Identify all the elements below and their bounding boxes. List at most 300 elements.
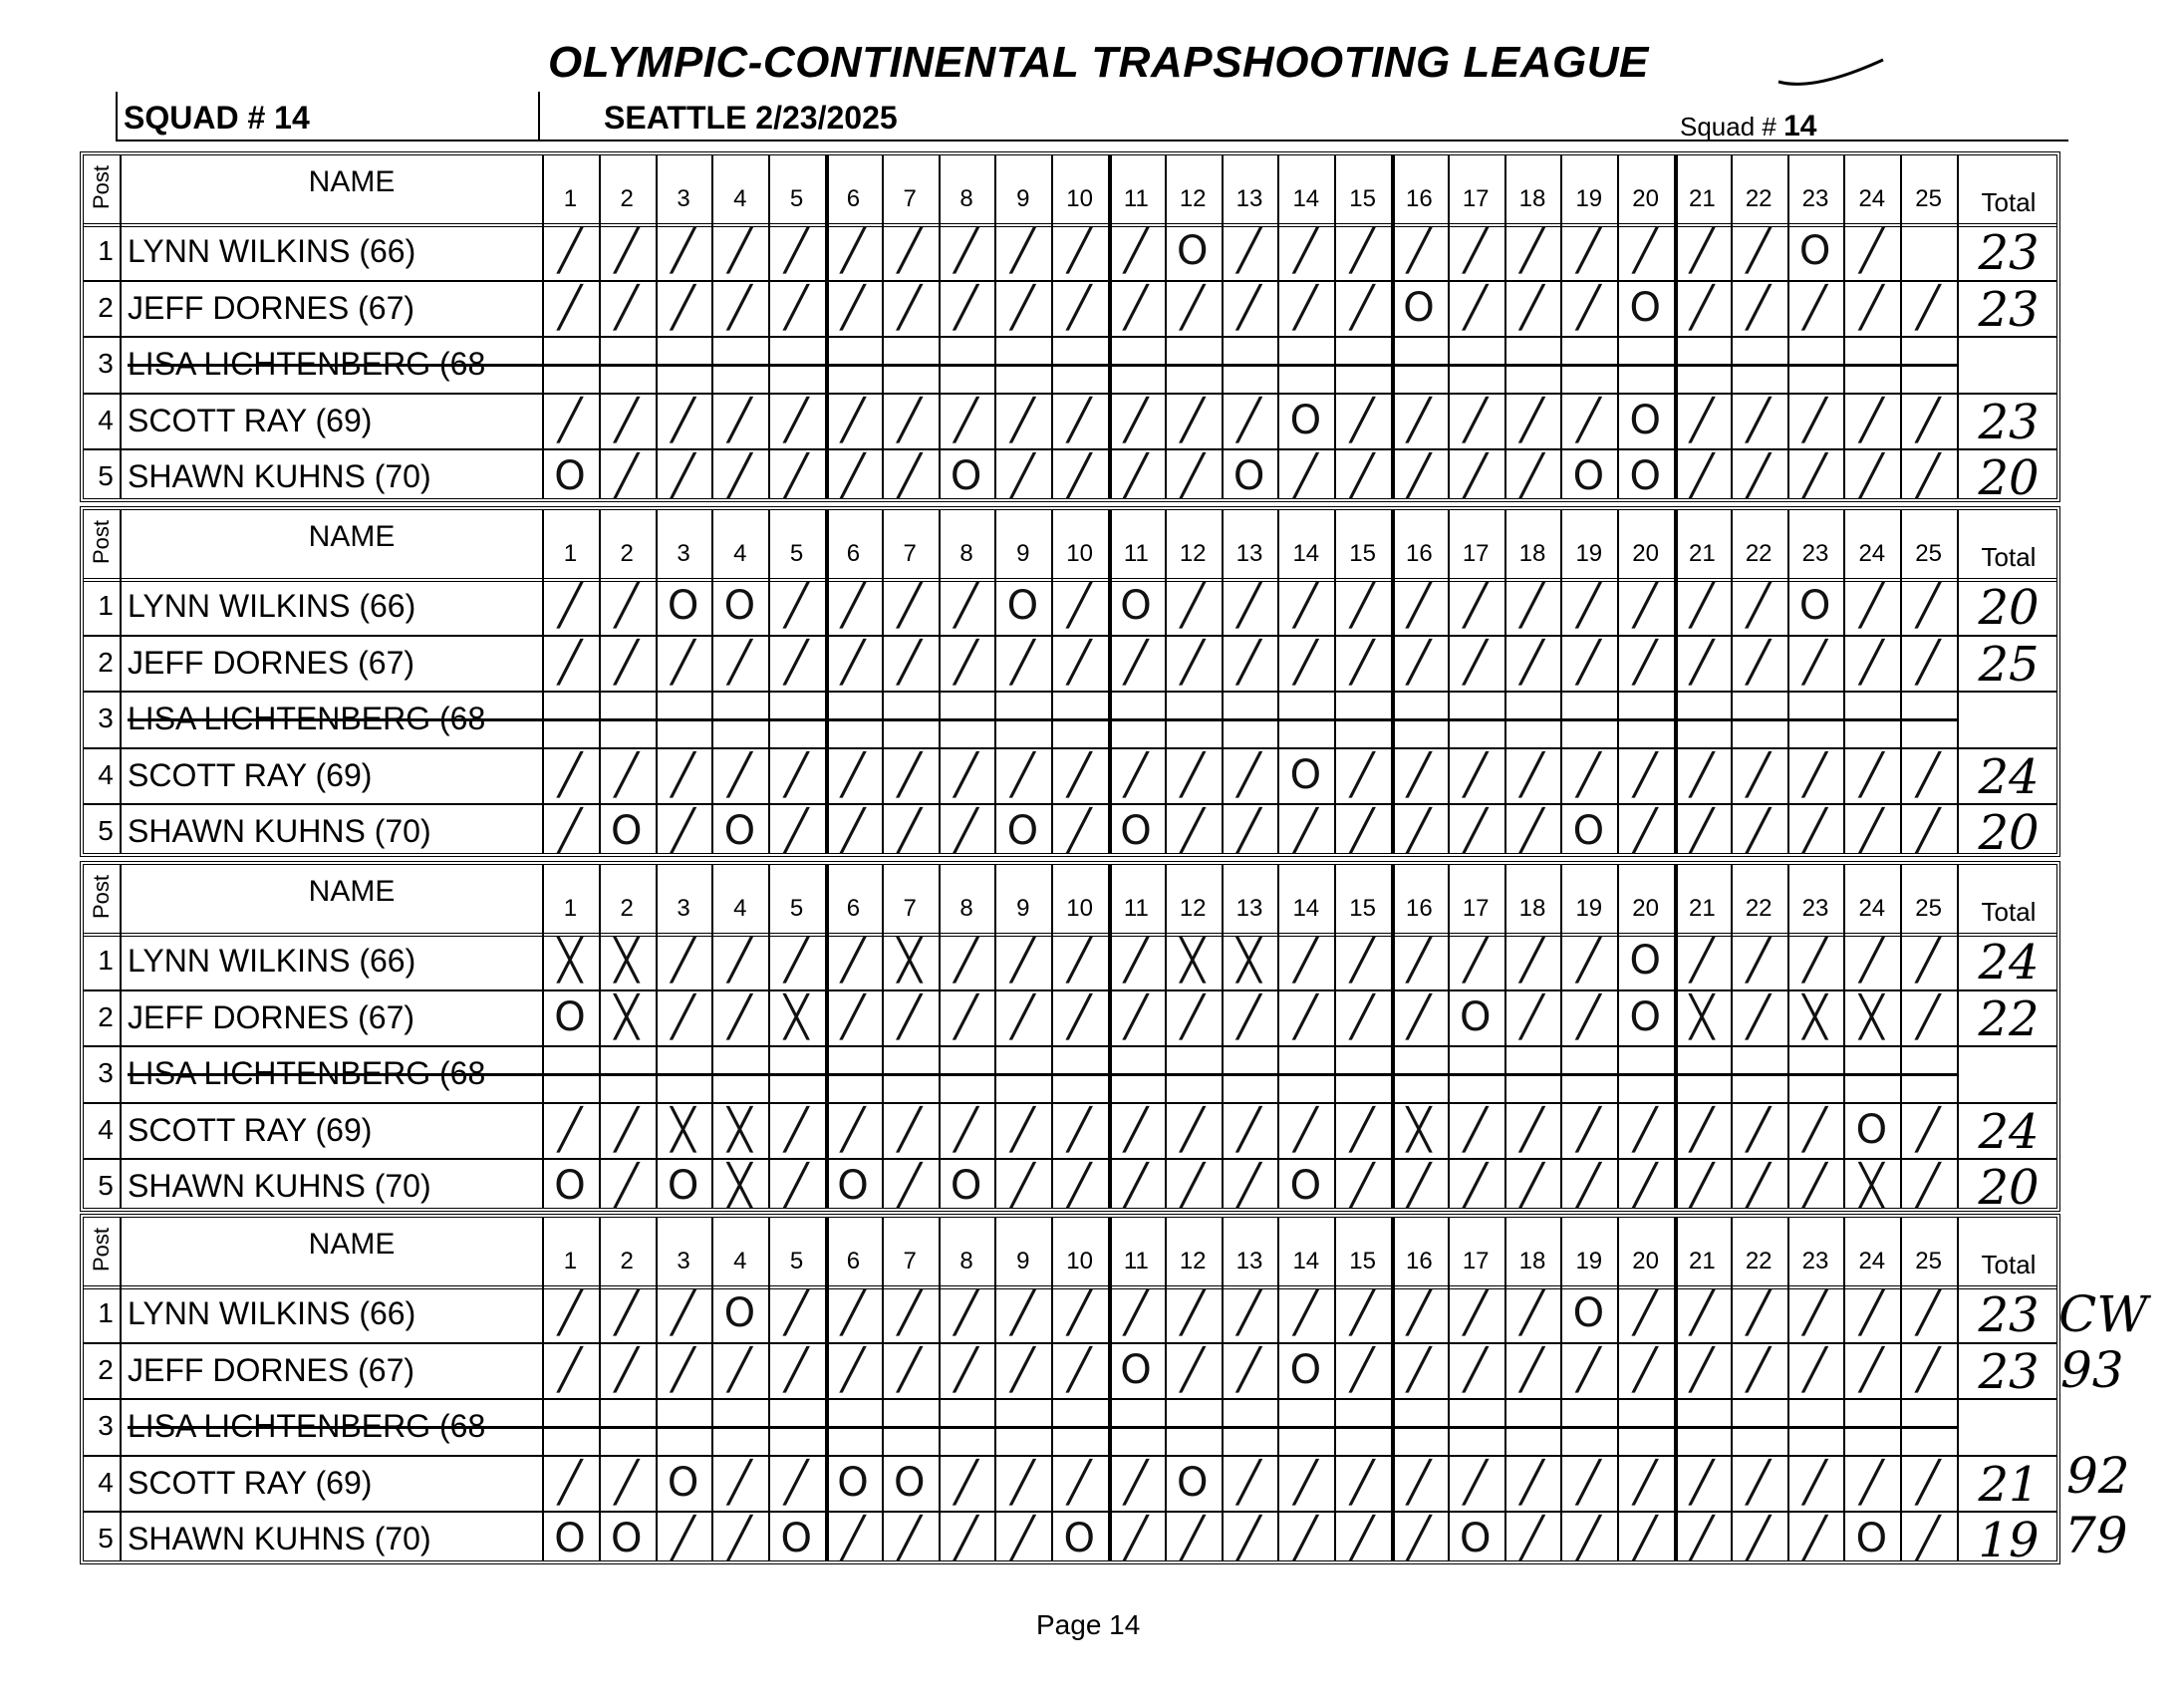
- post-column-divider: [120, 155, 122, 498]
- shooter-name: SCOTT RAY (69): [128, 402, 373, 438]
- hit-mark: ╱: [1406, 751, 1432, 798]
- target-number-9: 9: [1016, 895, 1030, 922]
- hit-mark: ╱: [1802, 1346, 1827, 1393]
- hit-mark: ╱: [840, 397, 866, 443]
- hit-mark: ╱: [1067, 639, 1092, 686]
- hit-mark: ╱: [1463, 1106, 1488, 1153]
- hit-mark: ╱: [1067, 1163, 1092, 1209]
- miss-mark: O: [667, 1459, 699, 1506]
- hit-mark: ╱: [840, 1346, 866, 1393]
- hit-mark: ╱: [784, 639, 809, 686]
- hit-mark: ╱: [1746, 1163, 1771, 1209]
- target-number-1: 1: [563, 185, 578, 212]
- hit-mark: ╱: [784, 228, 809, 274]
- hit-mark: ╱: [840, 1516, 866, 1561]
- hit-mark: ╱: [1689, 938, 1715, 984]
- hit-mark: ╱: [1802, 1163, 1827, 1209]
- post-number: 3: [98, 1057, 114, 1088]
- hit-mark: ╱: [840, 639, 866, 686]
- hit-mark: ╱: [1576, 751, 1601, 798]
- hit-mark: ╱: [784, 808, 809, 854]
- hit-mark: ╱: [1746, 751, 1771, 798]
- hit-mark: ╱: [614, 1346, 639, 1393]
- shooter-name: LYNN WILKINS (66): [128, 588, 416, 624]
- hit-mark: ╱: [1519, 1290, 1544, 1336]
- target-number-10: 10: [1066, 185, 1093, 212]
- target-number-17: 17: [1462, 185, 1490, 212]
- target-number-11: 11: [1123, 185, 1149, 212]
- hit-mark: ╱: [614, 284, 639, 331]
- hit-mark: ╱: [954, 751, 978, 798]
- row-total: 20: [1978, 580, 2040, 636]
- target-number-12: 12: [1179, 1248, 1207, 1274]
- hit-mark: ╱: [1123, 751, 1149, 798]
- target-number-23: 23: [1801, 895, 1829, 922]
- hit-mark: ╱: [840, 751, 866, 798]
- hit-mark: ╱: [840, 453, 866, 499]
- shooter-name: LISA LICHTENBERG (68: [128, 1408, 486, 1444]
- hit-mark: ╱: [1293, 1516, 1318, 1561]
- hit-mark: ╱: [897, 228, 922, 274]
- hit-mark: ╱: [1463, 453, 1488, 499]
- row-total: 25: [1978, 636, 2040, 693]
- hit-mark: ╳: [1859, 993, 1884, 1040]
- hit-mark: ╱: [614, 1106, 639, 1153]
- hit-mark: ╱: [1916, 284, 1941, 331]
- hit-mark: ╱: [1519, 751, 1544, 798]
- hit-mark: ╱: [840, 993, 866, 1040]
- hit-mark: ╱: [1350, 1516, 1375, 1561]
- hit-mark: ╱: [1293, 1106, 1318, 1153]
- hit-mark: ╱: [1010, 1163, 1035, 1209]
- hit-mark: ╱: [1746, 1346, 1771, 1393]
- target-number-24: 24: [1858, 540, 1886, 567]
- target-number-25: 25: [1915, 540, 1942, 567]
- name-header: NAME: [308, 1228, 396, 1261]
- hit-mark: ╱: [1236, 1516, 1261, 1561]
- hit-mark: ╱: [1916, 639, 1941, 686]
- hit-mark: ╱: [1180, 751, 1205, 798]
- shooter-name: JEFF DORNES (67): [128, 644, 415, 681]
- hit-mark: ╱: [897, 397, 922, 443]
- hit-mark: ╱: [784, 1163, 809, 1209]
- hit-mark: ╱: [784, 284, 809, 331]
- hit-mark: ╱: [671, 284, 695, 331]
- target-number-8: 8: [959, 895, 973, 922]
- hit-mark: ╱: [1746, 284, 1771, 331]
- miss-mark: O: [837, 1163, 869, 1209]
- shooter-name: SHAWN KUHNS (70): [128, 1168, 431, 1204]
- shooter-name: SCOTT RAY (69): [128, 756, 373, 793]
- hit-mark: ╱: [1293, 228, 1318, 274]
- hit-mark: ╱: [1916, 1163, 1941, 1209]
- target-number-15: 15: [1349, 185, 1376, 212]
- hit-mark: ╱: [1406, 1459, 1432, 1506]
- post-number: 5: [98, 1523, 114, 1553]
- hit-mark: ╳: [1406, 1106, 1432, 1153]
- hit-mark: ╱: [1123, 1459, 1149, 1506]
- score-block-1: [80, 151, 2060, 506]
- total-header: Total: [1981, 1250, 2037, 1279]
- target-number-18: 18: [1518, 540, 1546, 567]
- hit-mark: ╱: [1916, 938, 1941, 984]
- hit-mark: ╱: [954, 228, 978, 274]
- hit-mark: ╳: [614, 993, 639, 1040]
- miss-mark: O: [1572, 808, 1605, 854]
- target-number-20: 20: [1632, 1248, 1659, 1274]
- hit-mark: ╱: [671, 453, 695, 499]
- post-number: 3: [98, 348, 114, 379]
- hit-mark: ╱: [614, 751, 639, 798]
- target-number-18: 18: [1518, 895, 1546, 922]
- hit-mark: ╱: [1123, 1163, 1149, 1209]
- miss-mark: O: [1120, 1346, 1152, 1393]
- target-number-11: 11: [1123, 540, 1149, 567]
- hit-mark: ╱: [1350, 993, 1375, 1040]
- target-number-11: 11: [1123, 895, 1149, 922]
- hit-mark: ╱: [1802, 808, 1827, 854]
- hit-mark: ╱: [1689, 583, 1715, 629]
- miss-mark: O: [554, 1163, 586, 1209]
- hit-mark: ╱: [1123, 284, 1149, 331]
- hit-mark: ╱: [1010, 751, 1035, 798]
- hit-mark: ╱: [1689, 1163, 1715, 1209]
- hit-mark: ╱: [954, 1346, 978, 1393]
- target-number-22: 22: [1745, 1248, 1773, 1274]
- row-divider: [84, 1045, 2056, 1047]
- row-total: 23: [1978, 281, 2040, 338]
- hit-mark: ╱: [1916, 397, 1941, 443]
- hit-mark: ╱: [1576, 228, 1601, 274]
- target-number-19: 19: [1575, 895, 1603, 922]
- hit-mark: ╱: [1916, 1290, 1941, 1336]
- hit-mark: ╱: [1916, 453, 1941, 499]
- hit-mark: ╱: [1689, 1106, 1715, 1153]
- target-number-2: 2: [620, 895, 634, 922]
- hit-mark: ╱: [1633, 228, 1658, 274]
- side-note-jeff: 93: [2060, 1341, 2124, 1399]
- hit-mark: ╱: [954, 397, 978, 443]
- miss-mark: O: [1629, 284, 1661, 331]
- hit-mark: ╱: [557, 583, 583, 629]
- post-number: 1: [98, 1297, 114, 1328]
- miss-mark: O: [894, 1459, 926, 1506]
- target-number-4: 4: [733, 895, 747, 922]
- shooter-name: LYNN WILKINS (66): [128, 943, 416, 979]
- hit-mark: ╱: [1406, 1163, 1432, 1209]
- hit-mark: ╱: [1576, 583, 1601, 629]
- target-number-1: 1: [563, 540, 578, 567]
- hit-mark: ╳: [1236, 938, 1261, 984]
- miss-mark: O: [723, 1290, 756, 1336]
- hit-mark: ╳: [671, 1106, 695, 1153]
- hit-mark: ╱: [1463, 397, 1488, 443]
- hit-mark: ╱: [1859, 639, 1884, 686]
- post-number: 4: [98, 1113, 114, 1145]
- strikethrough-line: [128, 364, 1957, 367]
- hit-mark: ╱: [1067, 751, 1092, 798]
- miss-mark: O: [1460, 993, 1492, 1040]
- hit-mark: ╱: [1576, 397, 1601, 443]
- hit-mark: ╱: [1350, 1459, 1375, 1506]
- miss-mark: O: [723, 808, 756, 854]
- hit-mark: ╱: [1689, 1346, 1715, 1393]
- hit-mark: ╱: [614, 583, 639, 629]
- target-number-6: 6: [846, 895, 861, 922]
- hit-mark: ╱: [1576, 1459, 1601, 1506]
- target-number-13: 13: [1235, 895, 1263, 922]
- hit-mark: ╱: [1519, 808, 1544, 854]
- hit-mark: ╱: [614, 1459, 639, 1506]
- hit-mark: ╱: [671, 993, 695, 1040]
- shooter-name: SHAWN KUHNS (70): [128, 813, 431, 849]
- miss-mark: O: [611, 808, 643, 854]
- miss-mark: O: [1063, 1516, 1095, 1561]
- hit-mark: ╱: [1746, 1106, 1771, 1153]
- target-number-25: 25: [1915, 1248, 1942, 1274]
- target-number-13: 13: [1235, 540, 1263, 567]
- side-note-cw: CW: [2058, 1285, 2148, 1343]
- hit-mark: ╱: [1350, 1163, 1375, 1209]
- hit-mark: ╱: [784, 397, 809, 443]
- target-number-3: 3: [677, 540, 690, 567]
- hit-mark: ╱: [1463, 1346, 1488, 1393]
- hit-mark: ╳: [1689, 993, 1715, 1040]
- target-number-14: 14: [1292, 895, 1320, 922]
- hit-mark: ╱: [1293, 1290, 1318, 1336]
- hit-mark: ╱: [1633, 1163, 1658, 1209]
- target-number-6: 6: [846, 185, 861, 212]
- hit-mark: ╱: [1746, 1459, 1771, 1506]
- score-block-3: [80, 861, 2060, 1216]
- hit-mark: ╱: [1180, 397, 1205, 443]
- hit-mark: ╱: [1633, 1290, 1658, 1336]
- target-number-14: 14: [1292, 1248, 1320, 1274]
- hit-mark: ╱: [1519, 583, 1544, 629]
- row-total: 20: [1978, 1160, 2040, 1216]
- target-number-11: 11: [1123, 1248, 1149, 1274]
- hit-mark: ╱: [1463, 1459, 1488, 1506]
- target-number-6: 6: [846, 540, 861, 567]
- miss-mark: O: [1006, 583, 1039, 629]
- miss-mark: O: [950, 1163, 982, 1209]
- row-total: 23: [1978, 225, 2040, 281]
- hit-mark: ╱: [1180, 639, 1205, 686]
- hit-mark: ╱: [1180, 583, 1205, 629]
- hit-mark: ╱: [897, 639, 922, 686]
- shooter-name: JEFF DORNES (67): [128, 998, 415, 1035]
- hit-mark: ╱: [1859, 751, 1884, 798]
- name-header: NAME: [308, 165, 396, 198]
- target-number-16: 16: [1406, 185, 1433, 212]
- target-number-21: 21: [1689, 540, 1716, 567]
- target-number-4: 4: [733, 1248, 747, 1274]
- hit-mark: ╱: [1123, 993, 1149, 1040]
- hit-mark: ╱: [784, 751, 809, 798]
- hit-mark: ╱: [1519, 1459, 1544, 1506]
- hit-mark: ╱: [1519, 639, 1544, 686]
- post-number: 2: [98, 1000, 114, 1032]
- hit-mark: ╱: [1463, 284, 1488, 331]
- hit-mark: ╱: [1350, 397, 1375, 443]
- hit-mark: ╱: [1350, 228, 1375, 274]
- score-block-4: [80, 1214, 2060, 1568]
- hit-mark: ╱: [1406, 228, 1432, 274]
- hit-mark: ╱: [1463, 228, 1488, 274]
- miss-mark: O: [667, 583, 699, 629]
- hit-mark: ╱: [727, 639, 752, 686]
- target-number-5: 5: [789, 1248, 804, 1274]
- hit-mark: ╱: [1916, 1106, 1941, 1153]
- hit-mark: ╱: [840, 228, 866, 274]
- hit-mark: ╱: [897, 751, 922, 798]
- hit-mark: ╱: [840, 808, 866, 854]
- hit-mark: ╱: [1010, 938, 1035, 984]
- hit-mark: ╱: [1010, 284, 1035, 331]
- row-total: 21: [1978, 1456, 2040, 1513]
- post-number: 5: [98, 460, 114, 491]
- hit-mark: ╱: [1802, 1290, 1827, 1336]
- hit-mark: ╱: [784, 938, 809, 984]
- miss-mark: O: [1798, 228, 1831, 274]
- hit-mark: ╱: [1010, 228, 1035, 274]
- event-label: SEATTLE 2/23/2025: [604, 100, 898, 136]
- hit-mark: ╱: [614, 228, 639, 274]
- target-number-19: 19: [1575, 540, 1603, 567]
- name-header: NAME: [308, 520, 396, 553]
- hit-mark: ╱: [727, 751, 752, 798]
- squad-label: SQUAD # 14: [124, 100, 310, 136]
- hit-mark: ╱: [1236, 1290, 1261, 1336]
- hit-mark: ╱: [1236, 583, 1261, 629]
- hit-mark: ╱: [1236, 228, 1261, 274]
- miss-mark: O: [1572, 453, 1605, 499]
- hit-mark: ╱: [1010, 1516, 1035, 1561]
- post-header-label: Post: [89, 519, 114, 565]
- hit-mark: ╱: [840, 1290, 866, 1336]
- target-number-23: 23: [1801, 185, 1829, 212]
- target-number-4: 4: [733, 185, 747, 212]
- total-header: Total: [1981, 187, 2037, 217]
- hit-mark: ╱: [1689, 284, 1715, 331]
- row-total: 20: [1978, 450, 2040, 506]
- hit-mark: ╱: [1519, 1346, 1544, 1393]
- miss-mark: O: [554, 993, 586, 1040]
- miss-mark: O: [1798, 583, 1831, 629]
- hit-mark: ╱: [1746, 938, 1771, 984]
- miss-mark: O: [1289, 1163, 1322, 1209]
- miss-mark: O: [950, 453, 982, 499]
- hit-mark: ╱: [1067, 993, 1092, 1040]
- hit-mark: ╱: [1406, 1346, 1432, 1393]
- post-column-divider: [120, 510, 122, 853]
- miss-mark: O: [554, 453, 586, 499]
- hit-mark: ╱: [1236, 1346, 1261, 1393]
- hit-mark: ╱: [1689, 453, 1715, 499]
- row-total: 24: [1978, 748, 2040, 805]
- hit-mark: ╱: [1519, 1163, 1544, 1209]
- hit-mark: ╱: [1010, 639, 1035, 686]
- hit-mark: ╱: [614, 1290, 639, 1336]
- target-number-10: 10: [1066, 1248, 1093, 1274]
- row-total: 20: [1978, 805, 2040, 861]
- hit-mark: ╱: [614, 1163, 639, 1209]
- hit-mark: ╱: [1180, 1290, 1205, 1336]
- hit-mark: ╱: [1180, 1516, 1205, 1561]
- hit-mark: ╱: [1859, 938, 1884, 984]
- hit-mark: ╱: [1010, 1290, 1035, 1336]
- post-number: 3: [98, 703, 114, 733]
- hit-mark: ╱: [727, 938, 752, 984]
- row-total: 19: [1978, 1513, 2040, 1568]
- post-header-label: Post: [89, 164, 114, 210]
- shooter-name: SCOTT RAY (69): [128, 1111, 373, 1148]
- hit-mark: ╱: [1010, 1346, 1035, 1393]
- hit-mark: ╱: [897, 808, 922, 854]
- hit-mark: ╳: [784, 993, 809, 1040]
- hit-mark: ╱: [1010, 1459, 1035, 1506]
- row-total: 23: [1978, 1343, 2040, 1400]
- target-number-9: 9: [1016, 185, 1030, 212]
- hit-mark: ╱: [1067, 583, 1092, 629]
- hit-mark: ╱: [671, 639, 695, 686]
- target-number-17: 17: [1462, 895, 1490, 922]
- target-number-9: 9: [1016, 540, 1030, 567]
- hit-mark: ╱: [1293, 453, 1318, 499]
- hit-mark: ╱: [1123, 1106, 1149, 1153]
- header-rule: [116, 140, 2068, 141]
- hit-mark: ╱: [897, 284, 922, 331]
- post-number: 3: [98, 1410, 114, 1441]
- hit-mark: ╱: [1802, 1106, 1827, 1153]
- miss-mark: O: [667, 1163, 699, 1209]
- hit-mark: ╱: [1689, 1290, 1715, 1336]
- hit-mark: ╱: [1633, 639, 1658, 686]
- hit-mark: ╱: [1236, 1459, 1261, 1506]
- hit-mark: ╱: [1406, 397, 1432, 443]
- hit-mark: ╱: [1802, 397, 1827, 443]
- hit-mark: ╱: [1802, 938, 1827, 984]
- hit-mark: ╱: [1067, 228, 1092, 274]
- hit-mark: ╱: [1519, 284, 1544, 331]
- target-number-15: 15: [1349, 540, 1376, 567]
- hit-mark: ╱: [1180, 284, 1205, 331]
- hit-mark: ╱: [954, 938, 978, 984]
- hit-mark: ╱: [1123, 1290, 1149, 1336]
- target-number-16: 16: [1406, 1248, 1433, 1274]
- hit-mark: ╱: [1293, 938, 1318, 984]
- hit-mark: ╱: [954, 1459, 978, 1506]
- target-number-18: 18: [1518, 185, 1546, 212]
- hit-mark: ╱: [1463, 808, 1488, 854]
- miss-mark: O: [1289, 397, 1322, 443]
- hit-mark: ╱: [1463, 938, 1488, 984]
- hit-mark: ╱: [1067, 1459, 1092, 1506]
- hit-mark: ╱: [1916, 751, 1941, 798]
- target-number-20: 20: [1632, 895, 1659, 922]
- hit-mark: ╱: [727, 397, 752, 443]
- hit-mark: ╱: [1463, 1163, 1488, 1209]
- target-number-5: 5: [789, 185, 804, 212]
- post-number: 2: [98, 1353, 114, 1385]
- hit-mark: ╱: [1689, 808, 1715, 854]
- hit-mark: ╱: [1859, 284, 1884, 331]
- miss-mark: O: [1629, 993, 1661, 1040]
- target-number-7: 7: [903, 185, 917, 212]
- hit-mark: ╱: [1689, 1459, 1715, 1506]
- strikethrough-line: [128, 1426, 1957, 1429]
- hit-mark: ╱: [1633, 1459, 1658, 1506]
